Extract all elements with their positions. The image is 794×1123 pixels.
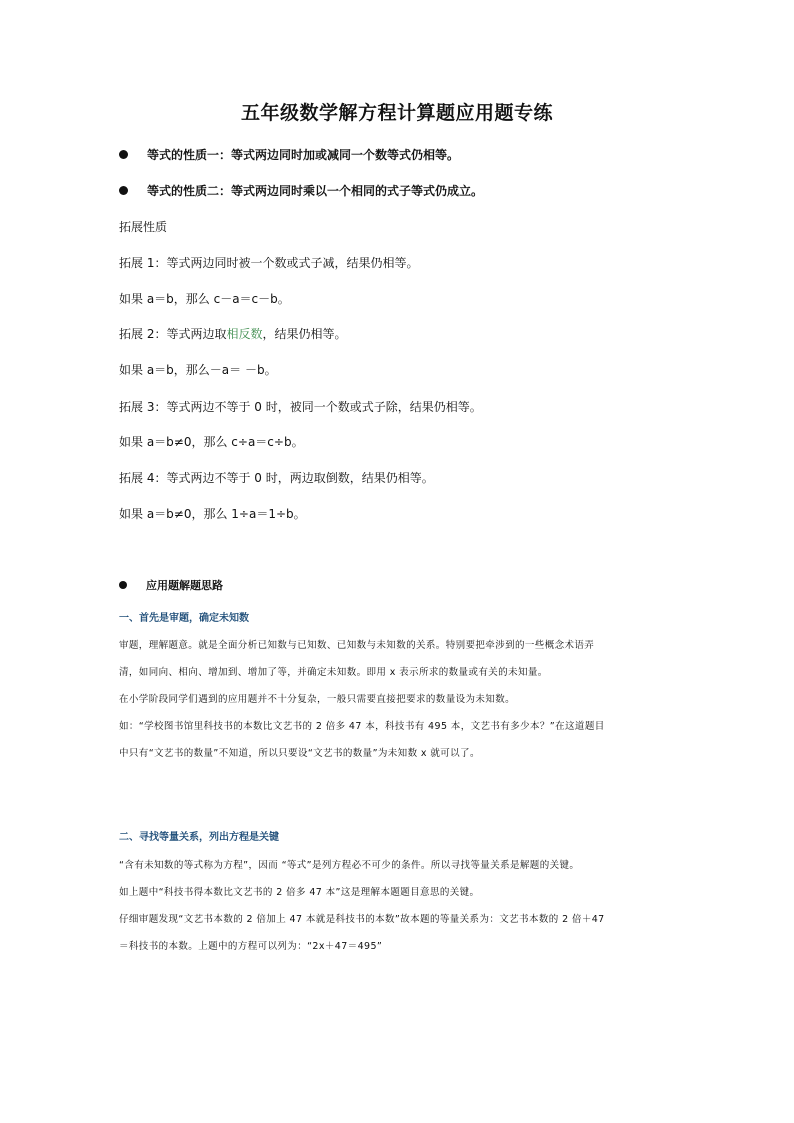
extension-3-example: 如果 a＝b≠0，那么 c÷a＝c÷b。 <box>119 435 304 449</box>
section-1-paragraph-3b: 中只有“文艺书的数量”不知道，所以只要设“文艺书的数量”为未知数 x 就可以了。 <box>119 748 480 759</box>
bullet-icon <box>119 186 128 195</box>
section-bullet <box>119 577 223 593</box>
section-1-paragraph-3a: 如：“学校图书馆里科技书的本数比文艺书的 2 倍多 47 本，科技书有 495 本，文艺书有多少本？”在这道题目 <box>119 721 605 732</box>
section-1-paragraph-1b: 清，如同向、相向、增加到、增加了等，并确定未知数。即用 x 表示所求的数量或有关的未知量。 <box>119 667 548 678</box>
extension-4-example: 如果 a＝b≠0，那么 1÷a＝1÷b。 <box>119 507 306 521</box>
section-1-paragraph-2: 在小学阶段同学们遇到的应用题并不十分复杂，一般只需要直接把要求的数量设为未知数。 <box>119 694 516 705</box>
extended-heading: 拓展性质 <box>119 220 168 234</box>
property-one-text: 等式的性质一：等式两边同时加或减同一个数等式仍相等。 <box>147 148 460 162</box>
section-2-paragraph-1: “含有未知数的等式称为方程”，因而 “等式”是列方程必不可少的条件。所以寻找等量关系是解题的关键。 <box>119 860 580 871</box>
page-title: 五年级数学解方程计算题应用题专练 <box>240 102 553 124</box>
extension-3: 拓展 3：等式两边不等于 0 时，被同一个数或式子除，结果仍相等。 <box>119 400 482 414</box>
section-2-paragraph-2: 如上题中“科技书得本数比文艺书的 2 倍多 47 本”这是理解本题题目意思的关键。 <box>119 887 480 898</box>
extension-4: 拓展 4：等式两边不等于 0 时，两边取倒数，结果仍相等。 <box>119 471 434 485</box>
extension-2-example: 如果 a＝b，那么－a＝ －b。 <box>119 363 277 377</box>
extension-2 <box>119 325 346 342</box>
extension-2-suffix: ，结果仍相等。 <box>262 327 347 341</box>
opposite-number-link[interactable]: 相反数 <box>226 327 263 341</box>
section-bullet-text: 应用题解题思路 <box>146 579 223 592</box>
property-one <box>119 146 459 163</box>
section-1-paragraph-1a: 审题，理解题意。就是全面分析已知数与已知数、已知数与未知数的关系。特别要把牵涉到的一些概念术语弄 <box>119 640 595 651</box>
section-2-heading: 二、寻找等量关系，列出方程是关键 <box>119 832 279 843</box>
bullet-icon <box>119 150 128 159</box>
section-2-paragraph-3a: 仔细审题发现“文艺书本数的 2 倍加上 47 本就是科技书的本数”故本题的等量关系为：文艺书本数的 2 倍＋47 <box>119 914 605 925</box>
property-two <box>119 182 483 199</box>
section-2-paragraph-3b: ＝科技书的本数。上题中的方程可以列为：“2x＋47＝495” <box>119 941 383 952</box>
section-1-heading: 一、首先是审题，确定未知数 <box>119 613 249 624</box>
extension-1: 拓展 1：等式两边同时被一个数或式子减，结果仍相等。 <box>119 256 419 270</box>
extension-2-prefix: 拓展 2：等式两边取 <box>119 327 227 341</box>
extension-1-example: 如果 a＝b，那么 c－a＝c－b。 <box>119 292 290 306</box>
bullet-icon <box>119 581 127 589</box>
property-two-text: 等式的性质二：等式两边同时乘以一个相同的式子等式仍成立。 <box>147 184 484 198</box>
